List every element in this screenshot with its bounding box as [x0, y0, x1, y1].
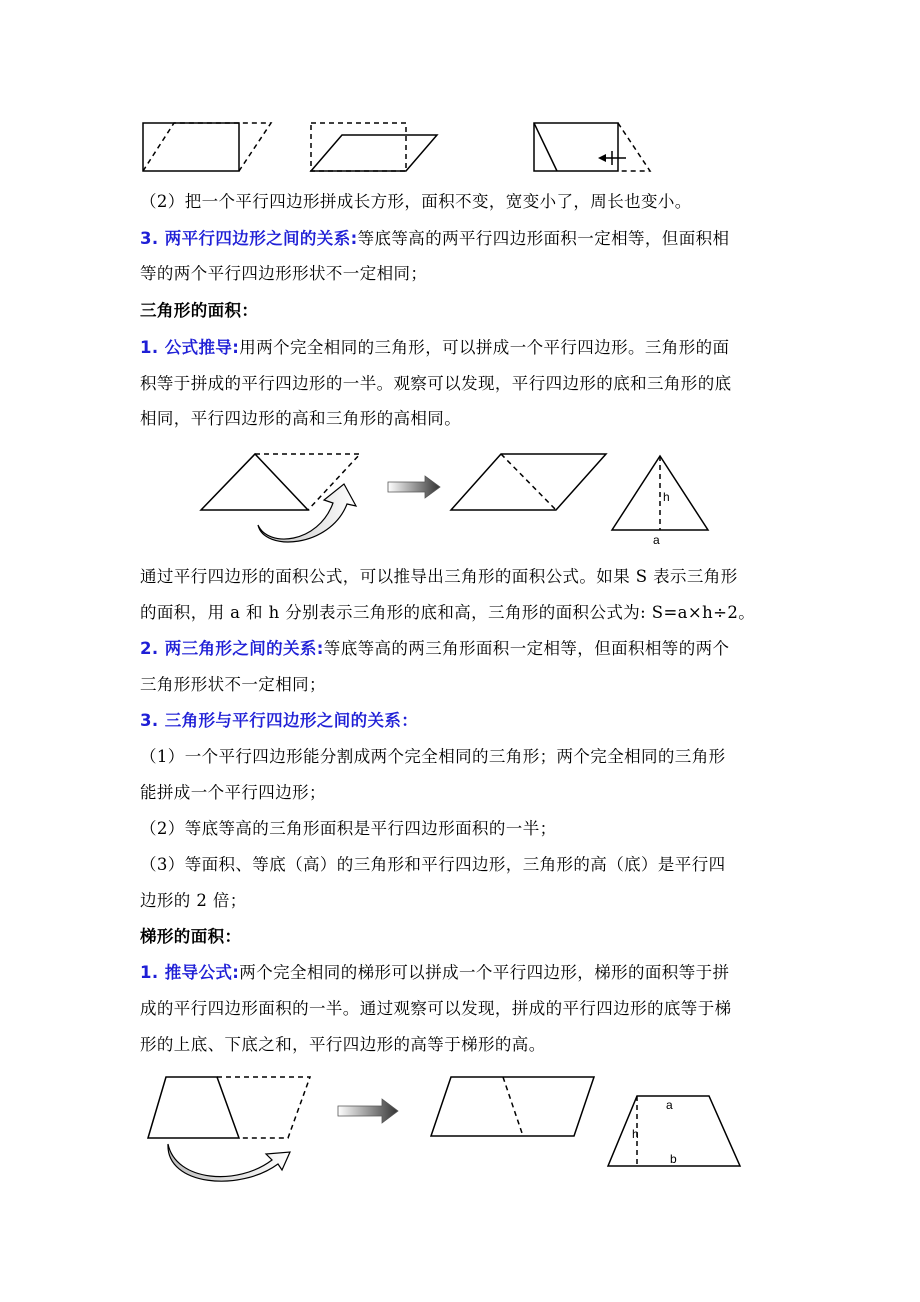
- triangle-derivation-line-3: 相同，平行四边形的高和三角形的高相同。: [140, 409, 462, 428]
- triangle-relation-line-1: [140, 638, 729, 660]
- trapezoid-derivation-text-1: 两个完全相同的梯形可以拼成一个平行四边形，梯形的面积等于拼: [239, 963, 730, 982]
- parallelogram-relation-line-2: 等的两个平行四边形形状不一定相同；: [140, 264, 428, 283]
- trapezoid-label-h: h: [632, 1127, 639, 1141]
- figure-rectangle-with-parallelogram: [143, 123, 271, 171]
- triangle-relation-label: 2. 两三角形之间的关系:: [140, 639, 324, 658]
- parallelogram-rectangle-figures: [0, 118, 920, 178]
- trapezoid-label-a: a: [666, 1098, 673, 1112]
- triangle-area-title: 三角形的面积：: [140, 301, 259, 320]
- triangle-derivation-line-1: [140, 337, 729, 359]
- figure-triangle-with-height: [612, 456, 708, 547]
- figure-parallelogram-from-trapezoids: [431, 1077, 594, 1136]
- trapezoid-derivation-label: 1. 推导公式:: [140, 963, 240, 982]
- relation-point-3b: 边形的 2 倍；: [140, 891, 247, 910]
- relation-point-2: （2）等底等高的三角形面积是平行四边形面积的一半；: [140, 819, 557, 838]
- rotate-arrow-icon: [258, 484, 356, 542]
- parallelogram-relation-text-1: 等底等高的两平行四边形面积一定相等，但面积相: [357, 229, 730, 248]
- trapezoid-derivation-line-1: [140, 962, 729, 984]
- parallelogram-relation-label: 3. 两平行四边形之间的关系:: [140, 229, 358, 248]
- triangle-derivation-line-2: 积等于拼成的平行四边形的一半。观察可以发现，平行四边形的底和三角形的底: [140, 374, 732, 393]
- triangle-derivation-label: 1. 公式推导:: [140, 338, 240, 357]
- relation-point-1b: 能拼成一个平行四边形；: [140, 783, 326, 802]
- parallelogram-relation-line-1: [140, 228, 729, 250]
- right-arrow-icon: [388, 476, 440, 498]
- trapezoid-area-title: 梯形的面积：: [140, 927, 242, 946]
- trapezoid-derivation-line-2: 成的平行四边形面积的一半。通过观察可以发现，拼成的平行四边形的底等于梯: [140, 999, 732, 1018]
- triangle-figures: [0, 448, 920, 558]
- figure-parallelogram-in-dashed-rectangle: [311, 123, 437, 171]
- triangle-derivation-text-1: 用两个完全相同的三角形，可以拼成一个平行四边形。三角形的面: [239, 338, 730, 357]
- triangle-parallelogram-relation-label: 3. 三角形与平行四边形之间的关系：: [140, 711, 419, 730]
- trapezoid-label-b: b: [670, 1152, 677, 1166]
- triangle-relation-text-1: 等底等高的两三角形面积一定相等，但面积相等的两个: [323, 639, 730, 658]
- right-arrow-icon-2: [338, 1099, 398, 1123]
- trapezoid-derivation-line-3: 形的上底、下底之和，平行四边形的高等于梯形的高。: [140, 1035, 546, 1054]
- figure-trapezoid-with-labels: [608, 1096, 740, 1166]
- figure-cut-and-move-triangle: [534, 123, 650, 171]
- figure-parallelogram-from-triangles: [451, 454, 606, 510]
- triangle-formula-line-1: 通过平行四边形的面积公式，可以推导出三角形的面积公式。如果 S 表示三角形: [140, 567, 738, 586]
- relation-point-3a: （3）等面积、等底（高）的三角形和平行四边形，三角形的高（底）是平行四: [140, 855, 726, 874]
- triangle-label-a: a: [653, 533, 660, 547]
- triangle-relation-line-2: 三角形形状不一定相同；: [140, 675, 326, 694]
- triangle-formula-line-2: 的面积，用 a 和 h 分别表示三角形的底和高，三角形的面积公式为: S=a×h÷2。: [140, 603, 756, 622]
- rotate-arrow-icon-2: [168, 1144, 290, 1181]
- relation-point-1a: （1）一个平行四边形能分割成两个完全相同的三角形；两个完全相同的三角形: [140, 747, 726, 766]
- figure-two-trapezoids: [148, 1077, 310, 1138]
- triangle-label-h: h: [663, 490, 670, 504]
- parallelogram-note: （2）把一个平行四边形拼成长方形，面积不变，宽变小了，周长也变小。: [140, 192, 692, 211]
- trapezoid-figures: [0, 1070, 920, 1190]
